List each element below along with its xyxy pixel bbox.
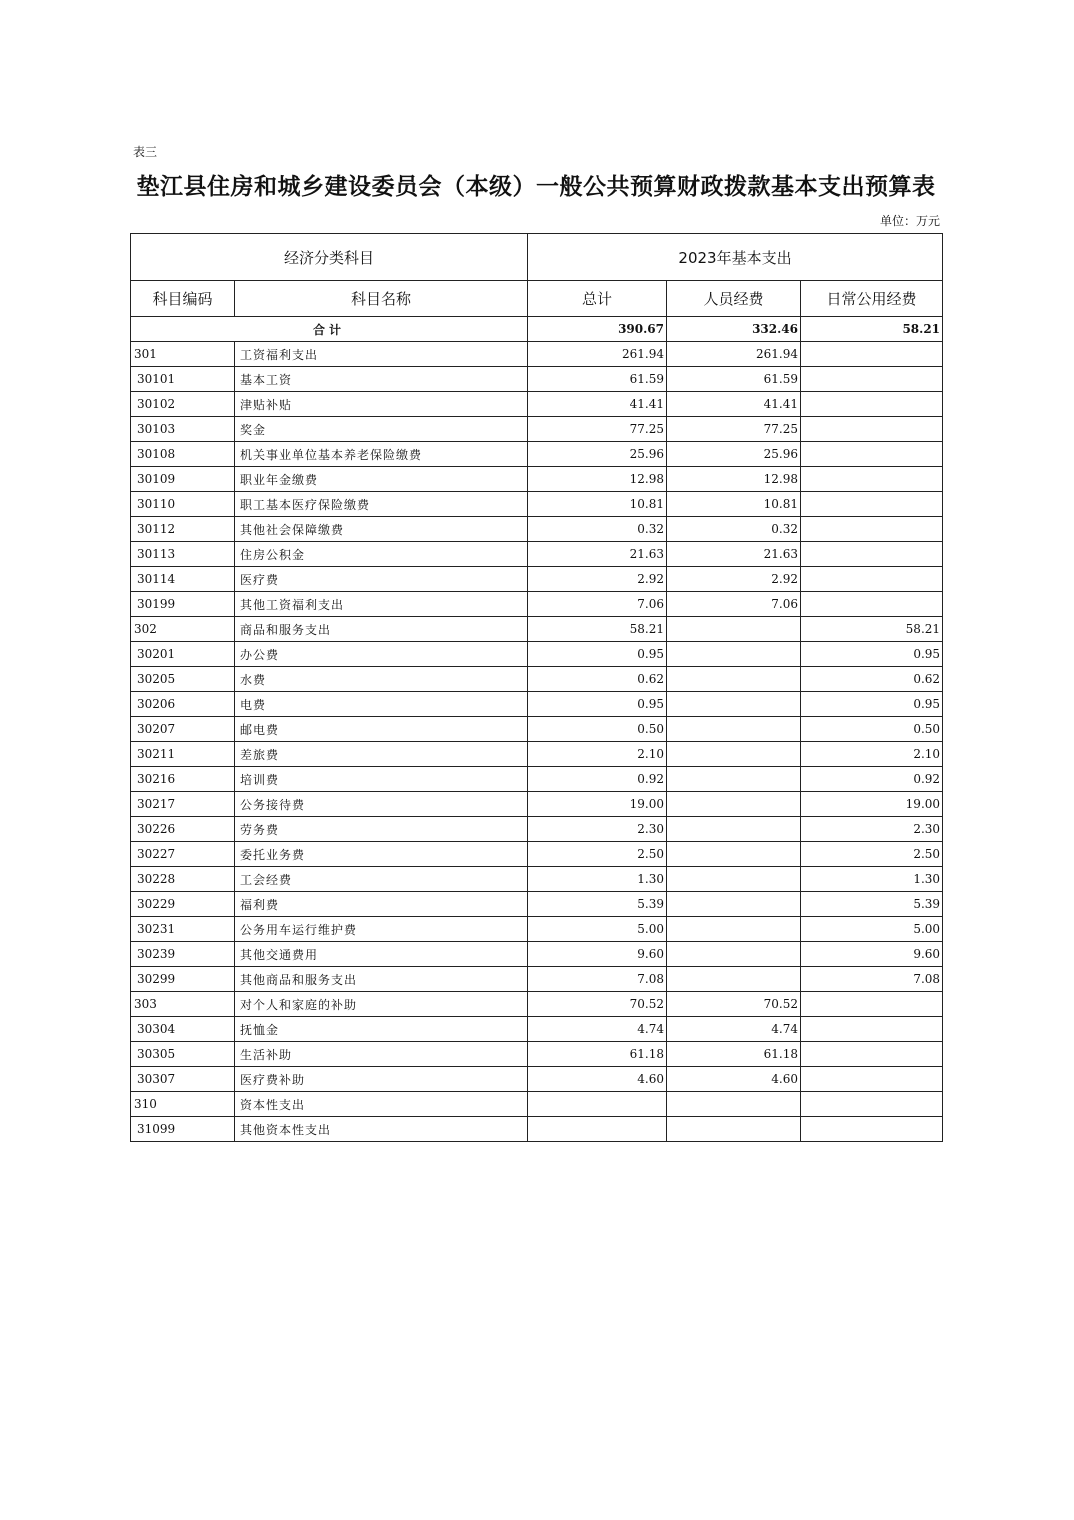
row-subject-name: 医疗费补助: [235, 1067, 528, 1092]
total-public: 58.21: [801, 317, 943, 342]
row-public-expense: [801, 417, 943, 442]
row-subject-code: 30113: [131, 542, 235, 567]
table-row: [131, 817, 943, 842]
table-row: [131, 767, 943, 792]
row-total: 70.52: [528, 992, 667, 1017]
row-subject-code: 30207: [131, 717, 235, 742]
table-row: [131, 1117, 943, 1142]
row-personnel-expense: [667, 1092, 801, 1117]
row-public-expense: 0.95: [801, 692, 943, 717]
table-row: [131, 842, 943, 867]
row-subject-name: 住房公积金: [235, 542, 528, 567]
row-subject-code: 30201: [131, 642, 235, 667]
table-number-label: 表三: [133, 145, 158, 159]
table-row: [131, 867, 943, 892]
row-subject-name: 工会经费: [235, 867, 528, 892]
row-subject-name: 差旅费: [235, 742, 528, 767]
row-public-expense: 9.60: [801, 942, 943, 967]
row-personnel-expense: 70.52: [667, 992, 801, 1017]
row-subject-code: 30199: [131, 592, 235, 617]
row-total: 41.41: [528, 392, 667, 417]
row-public-expense: [801, 492, 943, 517]
row-subject-name: 工资福利支出: [235, 342, 528, 367]
row-subject-name: 公务用车运行维护费: [235, 917, 528, 942]
row-subject-name: 机关事业单位基本养老保险缴费: [235, 442, 528, 467]
row-total: 12.98: [528, 467, 667, 492]
row-subject-name: 委托业务费: [235, 842, 528, 867]
row-personnel-expense: [667, 867, 801, 892]
header-column-row: [131, 281, 943, 317]
row-public-expense: 5.39: [801, 892, 943, 917]
row-public-expense: [801, 1017, 943, 1042]
table-row: [131, 642, 943, 667]
table-row: [131, 392, 943, 417]
row-public-expense: 7.08: [801, 967, 943, 992]
table-row: [131, 1092, 943, 1117]
table-row: [131, 1067, 943, 1092]
row-total: 1.30: [528, 867, 667, 892]
row-public-expense: [801, 517, 943, 542]
table-row: [131, 1017, 943, 1042]
row-total: 25.96: [528, 442, 667, 467]
row-subject-code: 30112: [131, 517, 235, 542]
row-public-expense: 0.95: [801, 642, 943, 667]
row-total: 61.18: [528, 1042, 667, 1067]
table-row: [131, 367, 943, 392]
document-title: 垫江县住房和城乡建设委员会（本级）一般公共预算财政拨款基本支出预算表: [136, 173, 936, 200]
row-subject-code: 30299: [131, 967, 235, 992]
row-public-expense: 0.62: [801, 667, 943, 692]
row-public-expense: 0.50: [801, 717, 943, 742]
row-personnel-expense: [667, 942, 801, 967]
row-subject-name: 奖金: [235, 417, 528, 442]
row-subject-name: 其他工资福利支出: [235, 592, 528, 617]
row-subject-code: 30304: [131, 1017, 235, 1042]
row-personnel-expense: 0.32: [667, 517, 801, 542]
row-personnel-expense: 7.06: [667, 592, 801, 617]
row-personnel-expense: 261.94: [667, 342, 801, 367]
row-public-expense: [801, 1042, 943, 1067]
row-subject-code: 30108: [131, 442, 235, 467]
row-total: 2.50: [528, 842, 667, 867]
row-public-expense: 0.92: [801, 767, 943, 792]
row-subject-name: 津贴补贴: [235, 392, 528, 417]
row-total: 0.95: [528, 642, 667, 667]
row-subject-code: 302: [131, 617, 235, 642]
row-subject-name: 基本工资: [235, 367, 528, 392]
row-total: 61.59: [528, 367, 667, 392]
row-subject-name: 职业年金缴费: [235, 467, 528, 492]
row-personnel-expense: [667, 617, 801, 642]
header-subject-name: 科目名称: [235, 281, 528, 317]
row-personnel-expense: [667, 967, 801, 992]
row-subject-name: 商品和服务支出: [235, 617, 528, 642]
header-group-row: [131, 234, 943, 281]
row-total: 9.60: [528, 942, 667, 967]
row-personnel-expense: [667, 892, 801, 917]
table-row: [131, 442, 943, 467]
row-subject-code: 30227: [131, 842, 235, 867]
table-row: [131, 417, 943, 442]
row-public-expense: 5.00: [801, 917, 943, 942]
table-row: [131, 517, 943, 542]
row-subject-name: 医疗费: [235, 567, 528, 592]
row-personnel-expense: [667, 1117, 801, 1142]
row-personnel-expense: 12.98: [667, 467, 801, 492]
row-subject-code: 30216: [131, 767, 235, 792]
row-subject-code: 30211: [131, 742, 235, 767]
table-row: [131, 542, 943, 567]
row-total: 0.95: [528, 692, 667, 717]
table-row: [131, 942, 943, 967]
row-subject-code: 30205: [131, 667, 235, 692]
row-total: 58.21: [528, 617, 667, 642]
row-public-expense: [801, 542, 943, 567]
table-row: [131, 567, 943, 592]
row-personnel-expense: 2.92: [667, 567, 801, 592]
row-subject-name: 办公费: [235, 642, 528, 667]
row-total: 2.10: [528, 742, 667, 767]
row-subject-name: 劳务费: [235, 817, 528, 842]
row-personnel-expense: [667, 642, 801, 667]
row-subject-name: 公务接待费: [235, 792, 528, 817]
row-personnel-expense: [667, 842, 801, 867]
row-total: 0.92: [528, 767, 667, 792]
table-row: [131, 592, 943, 617]
row-subject-code: 30206: [131, 692, 235, 717]
row-public-expense: [801, 442, 943, 467]
row-public-expense: [801, 467, 943, 492]
table-row: [131, 892, 943, 917]
table-row: [131, 342, 943, 367]
row-subject-code: 30305: [131, 1042, 235, 1067]
row-total: 4.74: [528, 1017, 667, 1042]
row-total: 21.63: [528, 542, 667, 567]
row-subject-code: 30226: [131, 817, 235, 842]
row-subject-code: 30109: [131, 467, 235, 492]
row-subject-code: 310: [131, 1092, 235, 1117]
row-personnel-expense: [667, 667, 801, 692]
header-basic-expenditure-2023: 2023年基本支出: [528, 234, 943, 281]
row-total: 261.94: [528, 342, 667, 367]
row-total: 7.08: [528, 967, 667, 992]
table-row: [131, 617, 943, 642]
row-personnel-expense: [667, 742, 801, 767]
row-subject-code: 30231: [131, 917, 235, 942]
row-total: 5.39: [528, 892, 667, 917]
row-total: 2.30: [528, 817, 667, 842]
total-row: [131, 317, 943, 342]
header-economic-classification: 经济分类科目: [131, 234, 528, 281]
row-total: 4.60: [528, 1067, 667, 1092]
row-public-expense: [801, 592, 943, 617]
row-public-expense: 2.30: [801, 817, 943, 842]
row-public-expense: 2.50: [801, 842, 943, 867]
row-personnel-expense: 21.63: [667, 542, 801, 567]
row-subject-code: 30110: [131, 492, 235, 517]
table-row: [131, 467, 943, 492]
row-subject-code: 31099: [131, 1117, 235, 1142]
table-row: [131, 917, 943, 942]
row-public-expense: [801, 1092, 943, 1117]
row-subject-name: 其他社会保障缴费: [235, 517, 528, 542]
row-personnel-expense: 25.96: [667, 442, 801, 467]
row-subject-code: 30217: [131, 792, 235, 817]
table-row: [131, 992, 943, 1017]
row-subject-code: 30229: [131, 892, 235, 917]
row-subject-name: 其他商品和服务支出: [235, 967, 528, 992]
row-public-expense: [801, 1067, 943, 1092]
row-personnel-expense: 4.74: [667, 1017, 801, 1042]
header-total: 总计: [528, 281, 667, 317]
row-subject-code: 30102: [131, 392, 235, 417]
table-row: [131, 967, 943, 992]
row-subject-name: 培训费: [235, 767, 528, 792]
row-public-expense: 19.00: [801, 792, 943, 817]
row-public-expense: [801, 392, 943, 417]
row-total: 5.00: [528, 917, 667, 942]
total-sum: 390.67: [528, 317, 667, 342]
row-public-expense: [801, 992, 943, 1017]
total-label: 合计: [131, 317, 528, 342]
row-personnel-expense: 4.60: [667, 1067, 801, 1092]
row-subject-name: 对个人和家庭的补助: [235, 992, 528, 1017]
row-personnel-expense: 41.41: [667, 392, 801, 417]
row-subject-name: 其他资本性支出: [235, 1117, 528, 1142]
row-total: 10.81: [528, 492, 667, 517]
row-personnel-expense: [667, 767, 801, 792]
row-public-expense: [801, 567, 943, 592]
row-subject-name: 职工基本医疗保险缴费: [235, 492, 528, 517]
row-subject-name: 生活补助: [235, 1042, 528, 1067]
row-personnel-expense: 10.81: [667, 492, 801, 517]
row-subject-code: 30103: [131, 417, 235, 442]
row-public-expense: [801, 1117, 943, 1142]
row-total: 2.92: [528, 567, 667, 592]
row-total: [528, 1092, 667, 1117]
table-row: [131, 717, 943, 742]
row-subject-name: 电费: [235, 692, 528, 717]
row-personnel-expense: [667, 717, 801, 742]
row-public-expense: 58.21: [801, 617, 943, 642]
table-row: [131, 667, 943, 692]
row-subject-name: 资本性支出: [235, 1092, 528, 1117]
row-subject-name: 其他交通费用: [235, 942, 528, 967]
row-personnel-expense: [667, 792, 801, 817]
row-public-expense: 2.10: [801, 742, 943, 767]
row-subject-name: 抚恤金: [235, 1017, 528, 1042]
row-total: 19.00: [528, 792, 667, 817]
table-row: [131, 792, 943, 817]
row-subject-code: 303: [131, 992, 235, 1017]
budget-table: [130, 233, 943, 1142]
row-subject-name: 水费: [235, 667, 528, 692]
header-public-expense: 日常公用经费: [801, 281, 943, 317]
row-total: 0.62: [528, 667, 667, 692]
row-subject-code: 30114: [131, 567, 235, 592]
row-subject-name: 福利费: [235, 892, 528, 917]
table-row: [131, 692, 943, 717]
row-subject-name: 邮电费: [235, 717, 528, 742]
unit-label: 单位：万元: [879, 214, 940, 228]
row-personnel-expense: [667, 692, 801, 717]
table-row: [131, 742, 943, 767]
row-public-expense: 1.30: [801, 867, 943, 892]
row-total: 0.50: [528, 717, 667, 742]
header-subject-code: 科目编码: [131, 281, 235, 317]
row-public-expense: [801, 367, 943, 392]
row-subject-code: 30239: [131, 942, 235, 967]
total-personnel: 332.46: [667, 317, 801, 342]
row-personnel-expense: [667, 917, 801, 942]
row-subject-code: 30228: [131, 867, 235, 892]
table-row: [131, 1042, 943, 1067]
row-personnel-expense: 61.18: [667, 1042, 801, 1067]
row-personnel-expense: 77.25: [667, 417, 801, 442]
row-total: 0.32: [528, 517, 667, 542]
row-total: 7.06: [528, 592, 667, 617]
row-personnel-expense: 61.59: [667, 367, 801, 392]
row-subject-code: 301: [131, 342, 235, 367]
row-total: 77.25: [528, 417, 667, 442]
row-public-expense: [801, 342, 943, 367]
header-personnel-expense: 人员经费: [667, 281, 801, 317]
row-total: [528, 1117, 667, 1142]
row-subject-code: 30307: [131, 1067, 235, 1092]
row-personnel-expense: [667, 817, 801, 842]
row-subject-code: 30101: [131, 367, 235, 392]
table-row: [131, 492, 943, 517]
